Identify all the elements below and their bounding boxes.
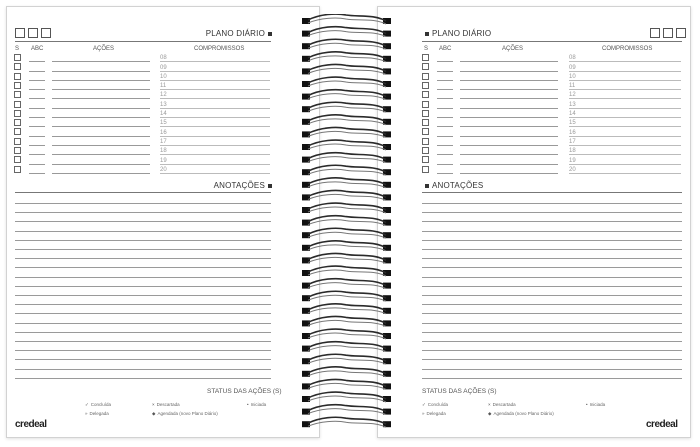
hour-label: 16: [160, 129, 167, 136]
col-header-s: S: [424, 46, 429, 52]
hour-label: 11: [569, 83, 576, 90]
spiral-coil: [308, 18, 386, 24]
notes-line[interactable]: [15, 323, 271, 324]
notes-line[interactable]: [422, 221, 682, 222]
appointment-field[interactable]: [569, 173, 681, 174]
notes-title-text: ANOTAÇÕES: [432, 181, 484, 190]
spiral-coil: [308, 144, 386, 150]
status-checkbox[interactable]: [422, 147, 429, 154]
spiral-coil: [308, 106, 386, 112]
col-header-abc: ABC: [439, 46, 452, 52]
planner-row: [7, 90, 319, 99]
hour-label: 18: [569, 148, 576, 155]
dot-icon: •: [586, 402, 588, 407]
spiral-coil: [308, 56, 386, 62]
page-title-text: PLANO DIÁRIO: [432, 29, 492, 38]
legend-item: ✓ Concluída: [85, 402, 112, 407]
square-bullet-icon: [425, 32, 429, 36]
status-checkbox[interactable]: [14, 119, 21, 126]
hour-label: 19: [160, 157, 167, 164]
hour-label: 17: [569, 138, 576, 145]
planner-row: [378, 53, 690, 62]
hour-label: 16: [569, 129, 576, 136]
status-checkbox[interactable]: [14, 156, 21, 163]
x-icon: ×: [152, 402, 155, 407]
hour-label: 14: [569, 111, 576, 118]
notes-line[interactable]: [422, 258, 682, 259]
hour-label: 10: [160, 73, 167, 80]
spiral-coil: [308, 94, 386, 100]
status-checkbox[interactable]: [14, 138, 21, 145]
col-header-s: S: [15, 46, 20, 52]
status-checkbox[interactable]: [14, 147, 21, 154]
status-checkbox[interactable]: [14, 166, 21, 173]
notes-line[interactable]: [15, 221, 271, 222]
page-title-text: PLANO DIÁRIO: [205, 29, 265, 38]
notes-title: [214, 181, 275, 190]
notes-line[interactable]: [15, 249, 271, 250]
notes-line[interactable]: [422, 350, 682, 351]
hour-label: 08: [160, 55, 167, 62]
planner-row: [7, 146, 319, 155]
notes-line[interactable]: [15, 304, 271, 305]
planner-row: [7, 81, 319, 90]
planner-row: [7, 155, 319, 164]
notes-line[interactable]: [15, 203, 271, 204]
date-box[interactable]: [663, 28, 673, 38]
brand-logo: credeal: [646, 419, 678, 430]
notes-line[interactable]: [422, 341, 682, 342]
right-planner-page: [377, 6, 691, 438]
planner-row: [7, 165, 319, 174]
spiral-coil: [308, 220, 386, 226]
planner-row: [378, 90, 690, 99]
notes-line[interactable]: [422, 295, 682, 296]
status-checkbox[interactable]: [14, 82, 21, 89]
spiral-coil: [308, 346, 386, 352]
hour-label: 15: [160, 120, 167, 127]
date-boxes: [15, 28, 51, 38]
legend-item: • Iniciada: [247, 402, 267, 407]
date-box[interactable]: [28, 28, 38, 38]
legend-item: ◆ Agendada (novo Plano Diário): [488, 411, 554, 416]
hour-label: 09: [569, 64, 576, 71]
legend-item: • Iniciada: [586, 402, 606, 407]
title-rule: [15, 41, 271, 42]
notes-line[interactable]: [422, 231, 682, 232]
status-checkbox[interactable]: [422, 82, 429, 89]
spiral-coil: [308, 157, 386, 163]
planner-row: [378, 62, 690, 71]
notes-line[interactable]: [15, 212, 271, 213]
planner-row: [378, 155, 690, 164]
date-box[interactable]: [650, 28, 660, 38]
planner-row: [378, 100, 690, 109]
notes-line[interactable]: [15, 286, 271, 287]
status-checkbox[interactable]: [422, 119, 429, 126]
spiral-coil: [308, 383, 386, 389]
notes-line[interactable]: [422, 277, 682, 278]
hour-label: 09: [160, 64, 167, 71]
planner-row: [378, 109, 690, 118]
status-checkbox[interactable]: [422, 54, 429, 61]
notes-line[interactable]: [422, 249, 682, 250]
planner-row: [378, 146, 690, 155]
planner-row: [378, 81, 690, 90]
legend-item: × Descartada: [152, 402, 180, 407]
planner-row: [378, 118, 690, 127]
hour-label: 19: [569, 157, 576, 164]
status-checkbox[interactable]: [422, 156, 429, 163]
planner-row: [7, 53, 319, 62]
status-checkbox[interactable]: [14, 128, 21, 135]
status-checkbox[interactable]: [422, 110, 429, 117]
planner-row: [378, 137, 690, 146]
spiral-coil: [308, 207, 386, 213]
notes-title-text: ANOTAÇÕES: [213, 181, 265, 190]
status-checkbox[interactable]: [14, 73, 21, 80]
hour-label: 20: [569, 166, 576, 173]
spiral-coil: [308, 358, 386, 364]
square-bullet-icon: [425, 184, 429, 188]
spiral-coil: [308, 320, 386, 326]
status-checkbox[interactable]: [14, 63, 21, 70]
date-box[interactable]: [676, 28, 686, 38]
diamond-icon: ◆: [152, 411, 156, 416]
notes-line[interactable]: [422, 369, 682, 370]
status-checkbox[interactable]: [422, 166, 429, 173]
date-box[interactable]: [41, 28, 51, 38]
spiral-coil: [308, 371, 386, 377]
notes-line[interactable]: [15, 240, 271, 241]
spiral-coil: [308, 257, 386, 263]
notes-line[interactable]: [15, 341, 271, 342]
spiral-coil: [308, 308, 386, 314]
notes-line[interactable]: [422, 323, 682, 324]
spiral-coil: [308, 169, 386, 175]
notes-line[interactable]: [15, 378, 271, 379]
planner-row: [7, 118, 319, 127]
notes-line[interactable]: [15, 267, 271, 268]
notes-line[interactable]: [15, 258, 271, 259]
planner-row: [378, 127, 690, 136]
notes-title-rule: [422, 192, 682, 193]
spiral-coil: [308, 68, 386, 74]
page-title: [206, 29, 275, 38]
spiral-binding: [296, 14, 406, 439]
diamond-icon: ◆: [488, 411, 492, 416]
hour-label: 11: [160, 83, 167, 90]
abc-field[interactable]: [437, 173, 453, 174]
col-header-acoes: AÇÕES: [502, 46, 524, 52]
planner-row: [378, 72, 690, 81]
appointment-field[interactable]: [160, 173, 270, 174]
notes-title-rule: [15, 192, 271, 193]
spiral-coil: [308, 131, 386, 137]
notes-line[interactable]: [422, 359, 682, 360]
hour-label: 12: [160, 92, 167, 99]
notes-line[interactable]: [15, 350, 271, 351]
planner-row: [7, 109, 319, 118]
hour-label: 14: [160, 111, 167, 118]
legend-item: ✓ Concluída: [422, 402, 449, 407]
status-checkbox[interactable]: [14, 101, 21, 108]
notes-line[interactable]: [422, 240, 682, 241]
notes-line[interactable]: [15, 277, 271, 278]
dot-icon: •: [247, 402, 249, 407]
notes-line[interactable]: [15, 313, 271, 314]
planner-row: [7, 100, 319, 109]
legend-item: » Delegada: [85, 411, 109, 416]
notes-line[interactable]: [422, 378, 682, 379]
spiral-coil: [308, 421, 386, 427]
notes-line[interactable]: [15, 295, 271, 296]
hour-label: 15: [569, 120, 576, 127]
brand-logo: credeal: [15, 419, 47, 430]
spiral-coil: [308, 194, 386, 200]
spiral-coil: [308, 31, 386, 37]
action-field[interactable]: [52, 173, 150, 174]
col-header-compromissos: COMPROMISSOS: [602, 46, 653, 52]
notes-line[interactable]: [422, 267, 682, 268]
planner-row: [7, 137, 319, 146]
status-title: STATUS DAS AÇÕES (S): [207, 388, 282, 395]
double-arrow-icon: »: [85, 411, 88, 416]
spiral-coil: [308, 283, 386, 289]
x-icon: ×: [488, 402, 491, 407]
hour-label: 13: [569, 101, 576, 108]
action-field[interactable]: [460, 173, 558, 174]
status-checkbox[interactable]: [14, 110, 21, 117]
status-checkbox[interactable]: [422, 63, 429, 70]
status-checkbox[interactable]: [14, 91, 21, 98]
spiral-coil: [308, 245, 386, 251]
spiral-coil: [308, 295, 386, 301]
date-boxes: [650, 28, 686, 38]
spiral-coil: [308, 81, 386, 87]
legend-item: ◆ Agendada (novo Plano Diário): [152, 411, 218, 416]
spiral-coil: [308, 270, 386, 276]
spiral-coil: [308, 43, 386, 49]
status-title: STATUS DAS AÇÕES (S): [422, 388, 497, 395]
status-checkbox[interactable]: [422, 101, 429, 108]
notes-line[interactable]: [422, 212, 682, 213]
col-header-abc: ABC: [31, 46, 44, 52]
hour-label: 17: [160, 138, 167, 145]
spiral-coil: [308, 119, 386, 125]
notes-line[interactable]: [422, 332, 682, 333]
check-icon: ✓: [422, 402, 426, 407]
notes-line[interactable]: [15, 359, 271, 360]
title-rule: [422, 41, 682, 42]
planner-row: [7, 127, 319, 136]
status-checkbox[interactable]: [14, 54, 21, 61]
spiral-coil: [308, 232, 386, 238]
spiral-coils: [302, 14, 391, 427]
spiral-coil: [308, 333, 386, 339]
square-bullet-icon: [268, 184, 272, 188]
planner-row: [7, 72, 319, 81]
hour-label: 10: [569, 73, 576, 80]
abc-field[interactable]: [29, 173, 45, 174]
notes-line[interactable]: [15, 369, 271, 370]
double-arrow-icon: »: [422, 411, 425, 416]
hour-label: 08: [569, 55, 576, 62]
notes-title: [422, 181, 483, 190]
spiral-coil: [308, 182, 386, 188]
planner-row: [7, 62, 319, 71]
check-icon: ✓: [85, 402, 89, 407]
hour-label: 12: [569, 92, 576, 99]
notes-line[interactable]: [422, 313, 682, 314]
notes-line[interactable]: [422, 304, 682, 305]
col-header-acoes: AÇÕES: [93, 46, 115, 52]
status-checkbox[interactable]: [422, 73, 429, 80]
square-bullet-icon: [268, 32, 272, 36]
hour-label: 18: [160, 148, 167, 155]
date-box[interactable]: [15, 28, 25, 38]
notes-line[interactable]: [15, 332, 271, 333]
status-checkbox[interactable]: [422, 128, 429, 135]
notes-line[interactable]: [15, 231, 271, 232]
legend-item: » Delegada: [422, 411, 446, 416]
planner-row: [378, 165, 690, 174]
status-checkbox[interactable]: [422, 91, 429, 98]
left-planner-page: [6, 6, 320, 438]
col-header-compromissos: COMPROMISSOS: [194, 46, 245, 52]
notes-line[interactable]: [422, 203, 682, 204]
status-checkbox[interactable]: [422, 138, 429, 145]
hour-label: 20: [160, 166, 167, 173]
page-title: [422, 29, 491, 38]
hour-label: 13: [160, 101, 167, 108]
spiral-coil: [308, 396, 386, 402]
spiral-coil: [308, 409, 386, 415]
notes-line[interactable]: [422, 286, 682, 287]
legend-item: × Descartada: [488, 402, 516, 407]
